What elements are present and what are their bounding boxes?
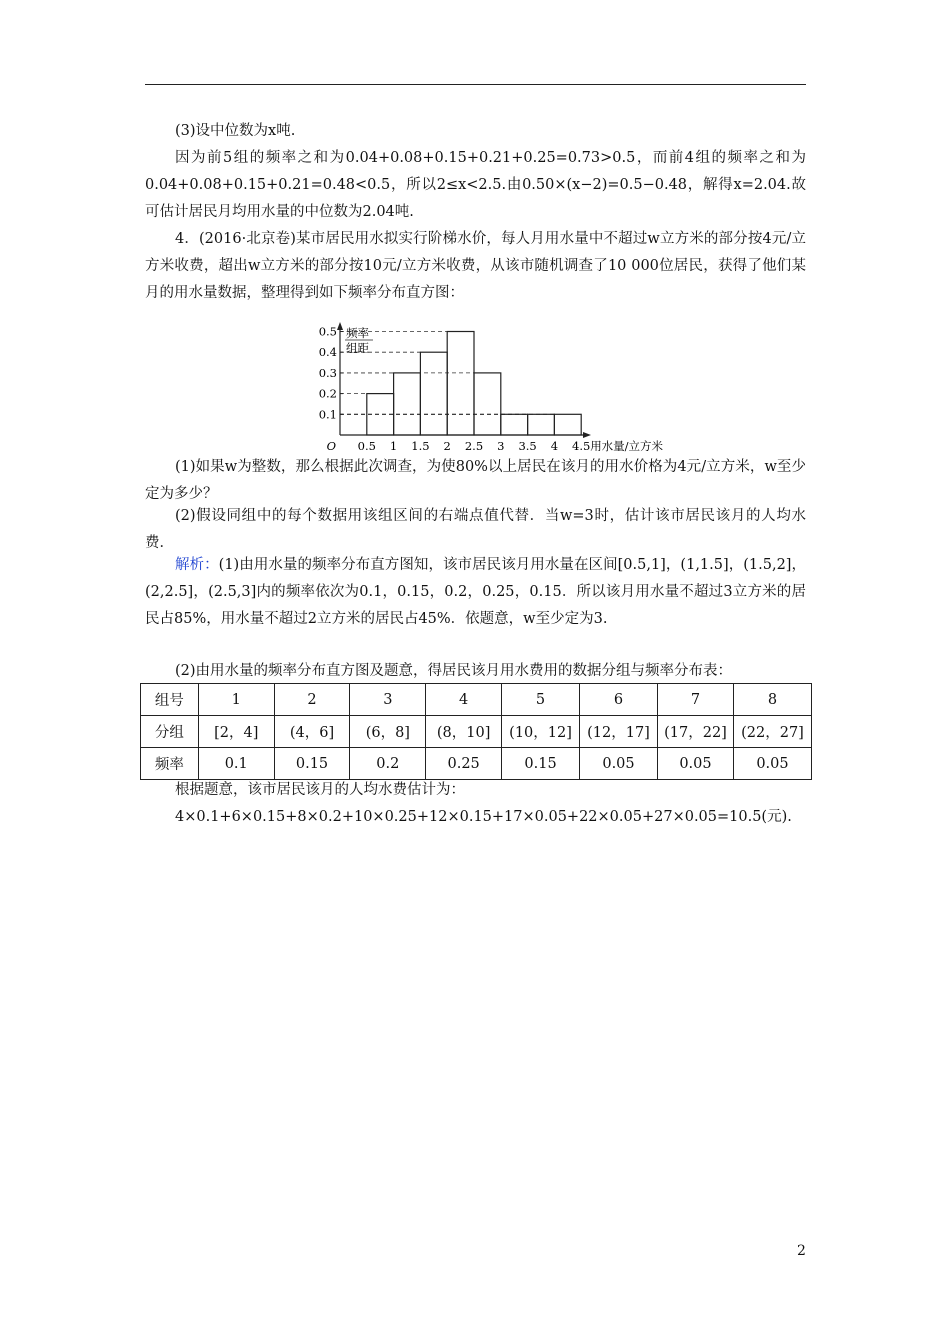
average-fee-calculation: 4×0.1+6×0.15+8×0.2+10×0.25+12×0.15+17×0.05+22×0.05+27×0.05=10.5(元).	[175, 809, 792, 825]
y-tick-label: 0.4	[318, 345, 337, 360]
table-cell: 6	[580, 684, 658, 716]
table-cell: (6，8]	[350, 716, 426, 748]
y-axis-label-bottom: 组距	[346, 341, 369, 355]
histogram-bar	[447, 332, 474, 436]
solution-label: 解析：	[175, 557, 219, 573]
table-cell: 0.15	[502, 748, 580, 780]
table-cell: 0.05	[733, 748, 811, 780]
median-heading: (3)设中位数为x吨.	[175, 123, 296, 139]
frequency-histogram	[310, 322, 680, 454]
problem-4-statement: 4．(2016·北京卷)某市居民用水拟实行阶梯水价，每人月用水量中不超过w立方米的部分按4元/立方米收费，超出w立方米的部分按10元/立方米收费，从该市随机调查了10 000位居民，获得了他们某月的用水量数据，整理得到如下频率分布直方图：	[145, 231, 806, 301]
solution-part-1	[145, 552, 806, 633]
table-cell: 8	[733, 684, 811, 716]
histogram-bar	[528, 414, 555, 435]
y-tick-label: 0.5	[318, 324, 337, 339]
y-tick-label: 0.1	[318, 407, 337, 422]
histogram-bar	[554, 414, 581, 435]
histogram-bar	[501, 414, 528, 435]
y-axis-label-top: 频率	[346, 326, 369, 340]
table-cell: 0.05	[657, 748, 733, 780]
header-rule	[145, 84, 806, 85]
y-tick-label: 0.2	[318, 386, 337, 401]
table-cell: 4	[426, 684, 502, 716]
table-row-header: 组号	[141, 684, 199, 716]
page-number: 2	[797, 1243, 806, 1259]
x-tick-label: 3.5	[518, 439, 537, 453]
question-1: (1)如果w为整数，那么根据此次调查，为使80%以上居民在该月的用水价格为4元/立方米，w至少定为多少？	[145, 459, 806, 502]
table-cell: 3	[350, 684, 426, 716]
x-tick-label: 2.5	[464, 439, 484, 453]
table-cell: (10，12]	[502, 716, 580, 748]
table-row	[141, 716, 812, 748]
table-row	[141, 684, 812, 716]
table-cell: 0.05	[580, 748, 658, 780]
x-tick-label: 4	[550, 439, 559, 453]
frequency-table	[140, 683, 812, 780]
origin-label: O	[326, 439, 336, 453]
table-cell: 7	[657, 684, 733, 716]
x-tick-label: 2	[443, 439, 451, 453]
x-tick-label: 1	[389, 439, 398, 453]
table-row	[141, 748, 812, 780]
table-cell: 0.15	[274, 748, 350, 780]
table-cell: 2	[274, 684, 350, 716]
x-tick-label: 0.5	[357, 439, 376, 453]
x-axis-label: 用水量/立方米	[590, 439, 664, 453]
table-cell: [2，4]	[198, 716, 274, 748]
median-solution: 因为前5组的频率之和为0.04+0.08+0.15+0.21+0.25=0.73>0.5，而前4组的频率之和为0.04+0.08+0.15+0.21=0.48<0.5，所以2≤x<2.5.由0.50×(x−2)=0.5−0.48，解得x=2.04.故可估计居民月均用水量的中位数为2.04吨.	[145, 150, 806, 220]
histogram-bar	[420, 352, 447, 435]
table-cell: 0.2	[350, 748, 426, 780]
solution-part-2-intro: (2)由用水量的频率分布直方图及题意，得居民该月用水费用的数据分组与频率分布表：	[175, 663, 733, 679]
table-row-header: 分组	[141, 716, 199, 748]
table-cell: (8，10]	[426, 716, 502, 748]
table-cell: 0.1	[198, 748, 274, 780]
table-cell: 0.25	[426, 748, 502, 780]
histogram-bar	[394, 373, 421, 435]
y-axis-arrow	[337, 322, 343, 330]
x-tick-label: 4.5	[572, 439, 591, 453]
table-row-header: 频率	[141, 748, 199, 780]
x-tick-label: 1.5	[411, 439, 430, 453]
x-axis-arrow	[583, 432, 591, 438]
table-cell: 5	[502, 684, 580, 716]
histogram-bar	[474, 373, 501, 435]
table-cell: 1	[198, 684, 274, 716]
table-cell: (17，22]	[657, 716, 733, 748]
x-tick-label: 3	[497, 439, 505, 453]
table-cell: (12，17]	[580, 716, 658, 748]
table-cell: (4，6]	[274, 716, 350, 748]
y-tick-label: 0.3	[318, 365, 337, 380]
question-2: (2)假设同组中的每个数据用该组区间的右端点值代替．当w=3时，估计该市居民该月的人均水费．	[145, 508, 806, 551]
solution-part-1-text: (1)由用水量的频率分布直方图知，该市居民该月用水量在区间[0.5,1]，(1,1.5]，(1.5,2]，(2,2.5]，(2.5,3]内的频率依次为0.1，0.15，0.2，0.25，0.15．所以该月用水量不超过3立方米的居民占85%，用水量不超过2立方米的居民占45%．依题意，w至少定为3.	[145, 557, 807, 627]
average-fee-intro: 根据题意，该市居民该月的人均水费估计为：	[175, 782, 465, 798]
table-cell: (22，27]	[733, 716, 811, 748]
